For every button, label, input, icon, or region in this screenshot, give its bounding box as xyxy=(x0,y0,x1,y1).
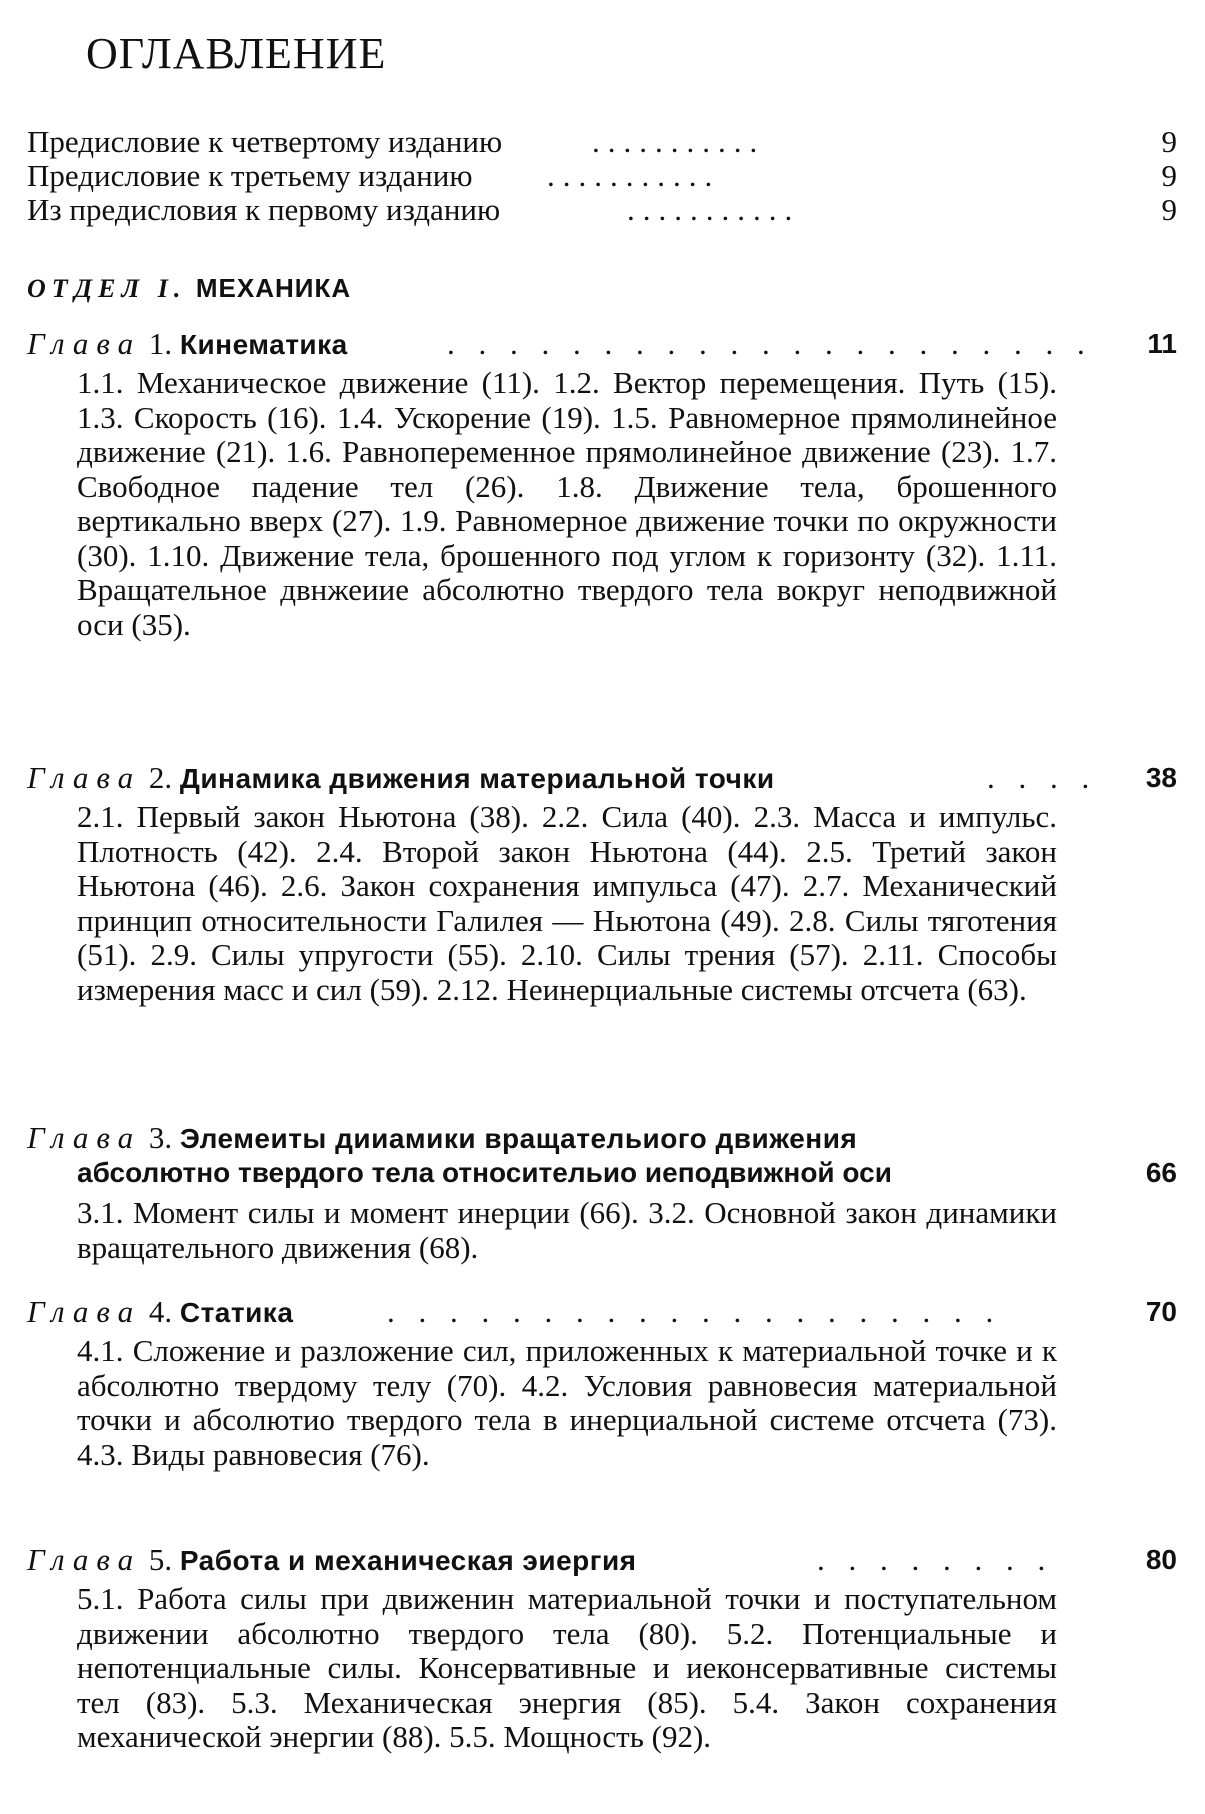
toc-leader-dots: ........... xyxy=(627,192,801,227)
section-prefix: ОТДЕЛ I. xyxy=(27,274,187,303)
chapter-number: 5. xyxy=(148,1542,173,1577)
toc-page-number: 9 xyxy=(1161,192,1177,227)
chapter-1-contents: 1.1. Механическое движение (11). 1.2. Вектор перемещения. Путь (15). 1.3. Скорость (16). 1.4. Ускорение (19). 1.5. Равномерное прямолинейное движение (21). 1.6. Равнопеременное прямолинейное движение (23). 1.7. Свободное падение тел (26). 1.8. Движение тела, брошенного вертикально вверх (27). 1.9. Равномерное движение точки по окружности (30). 1.10. Движение тела, брошенного под углом к горизонту (32). 1.11. Вращательное двнжеиие абсолютно твердого тела вокруг неподвижной оси (35). xyxy=(77,365,1057,642)
toc-leader-dots: . . . . xyxy=(987,760,1098,795)
chapter-5-heading[interactable] xyxy=(27,1542,1177,1580)
chapter-number: 2. xyxy=(148,760,173,795)
chapter-2-heading[interactable] xyxy=(27,760,1177,798)
chapter-prefix: Глава xyxy=(27,1542,142,1577)
toc-leader-dots: ........... xyxy=(592,124,766,159)
chapter-page-number: 66 xyxy=(1145,1157,1177,1188)
chapter-page-number: 38 xyxy=(1145,762,1177,793)
toc-leader-dots: ........... xyxy=(547,158,721,193)
chapter-name: Кинематика xyxy=(179,329,348,360)
chapter-3-contents: 3.1. Момент силы и момент инерции (66). 3.2. Основной закон динамики вращательного движения (68). xyxy=(77,1195,1057,1265)
chapter-number: 4. xyxy=(148,1294,173,1329)
chapter-prefix: Глава xyxy=(27,326,142,361)
chapter-prefix: Глава xyxy=(27,1120,142,1155)
chapter-name-continued: абсолютно твердого тела относительио иеподвижной оси xyxy=(77,1157,892,1188)
chapter-page-number: 70 xyxy=(1145,1296,1177,1327)
chapter-name: Элемеиты дииамики вращательиого движения xyxy=(179,1123,858,1154)
toc-entry-preface-4[interactable] xyxy=(27,124,1177,160)
section-heading xyxy=(27,272,351,305)
chapter-name: Статика xyxy=(179,1297,294,1328)
toc-entry-label: Из предисловия к первому изданию xyxy=(27,192,501,227)
chapter-name: Динамика движения материальной точки xyxy=(179,763,775,794)
chapter-number: 3. xyxy=(148,1120,173,1155)
chapter-page-number: 80 xyxy=(1145,1544,1177,1575)
section-name: МЕХАНИКА xyxy=(195,273,352,303)
toc-page-number: 9 xyxy=(1161,124,1177,159)
toc-leader-dots: . . . . . . . . . . . . . . . . . . . . xyxy=(387,1294,1002,1329)
chapter-prefix: Глава xyxy=(27,760,142,795)
toc-entry-label: Предисловие к третьему изданию xyxy=(27,158,473,193)
chapter-4-heading[interactable] xyxy=(27,1294,1177,1332)
chapter-1-heading[interactable] xyxy=(27,326,1177,364)
chapter-3-heading-line2[interactable] xyxy=(77,1155,1177,1193)
toc-leader-dots: . . . . . . . . xyxy=(817,1542,1054,1577)
chapter-page-number: 11 xyxy=(1147,328,1177,359)
page-title: ОГЛАВЛЕНИЕ xyxy=(86,29,387,78)
toc-page-number: 9 xyxy=(1161,158,1177,193)
toc-entry-label: Предисловие к четвертому изданию xyxy=(27,124,503,159)
chapter-5-contents: 5.1. Работа силы при движенин материальной точки и поступательном движении абсолютно твердого тела (80). 5.2. Потенциальные и непотенциальные силы. Консервативные и иеконсервативные системы тел (83). 5.3. Механическая энергия (85). 5.4. Закон сохранения механической энергии (88). 5.5. Мощность (92). xyxy=(77,1581,1057,1754)
chapter-2-contents: 2.1. Первый закон Ньютона (38). 2.2. Сила (40). 2.3. Масса и импульс. Плотность (42). 2.4. Второй закон Ньютона (44). 2.5. Третий закон Ньютона (46). 2.6. Закон сохранения импульса (47). 2.7. Механический принцип относительности Галилея — Ньютона (49). 2.8. Силы тяготения (51). 2.9. Силы упругости (55). 2.10. Силы трения (57). 2.11. Способы измерения масс и сил (59). 2.12. Неинерциальные системы отсчета (63). xyxy=(77,799,1057,1007)
chapter-prefix: Глава xyxy=(27,1294,142,1329)
chapter-number: 1. xyxy=(148,326,173,361)
toc-entry-preface-1[interactable] xyxy=(27,192,1177,228)
chapter-4-contents: 4.1. Сложение и разложение сил, приложенных к материальной точке и к абсолютно твердому телу (70). 4.2. Условия равновесия материальной точки и абсолютио твердого тела в инерциальной системе отсчета (73). 4.3. Виды равновесия (76). xyxy=(77,1333,1057,1472)
chapter-name: Работа и механическая эиергия xyxy=(179,1545,637,1576)
chapter-3-heading[interactable] xyxy=(27,1120,1177,1158)
toc-entry-preface-3[interactable] xyxy=(27,158,1177,194)
toc-leader-dots: . . . . . . . . . . . . . . . . . . . . . xyxy=(447,326,1093,361)
